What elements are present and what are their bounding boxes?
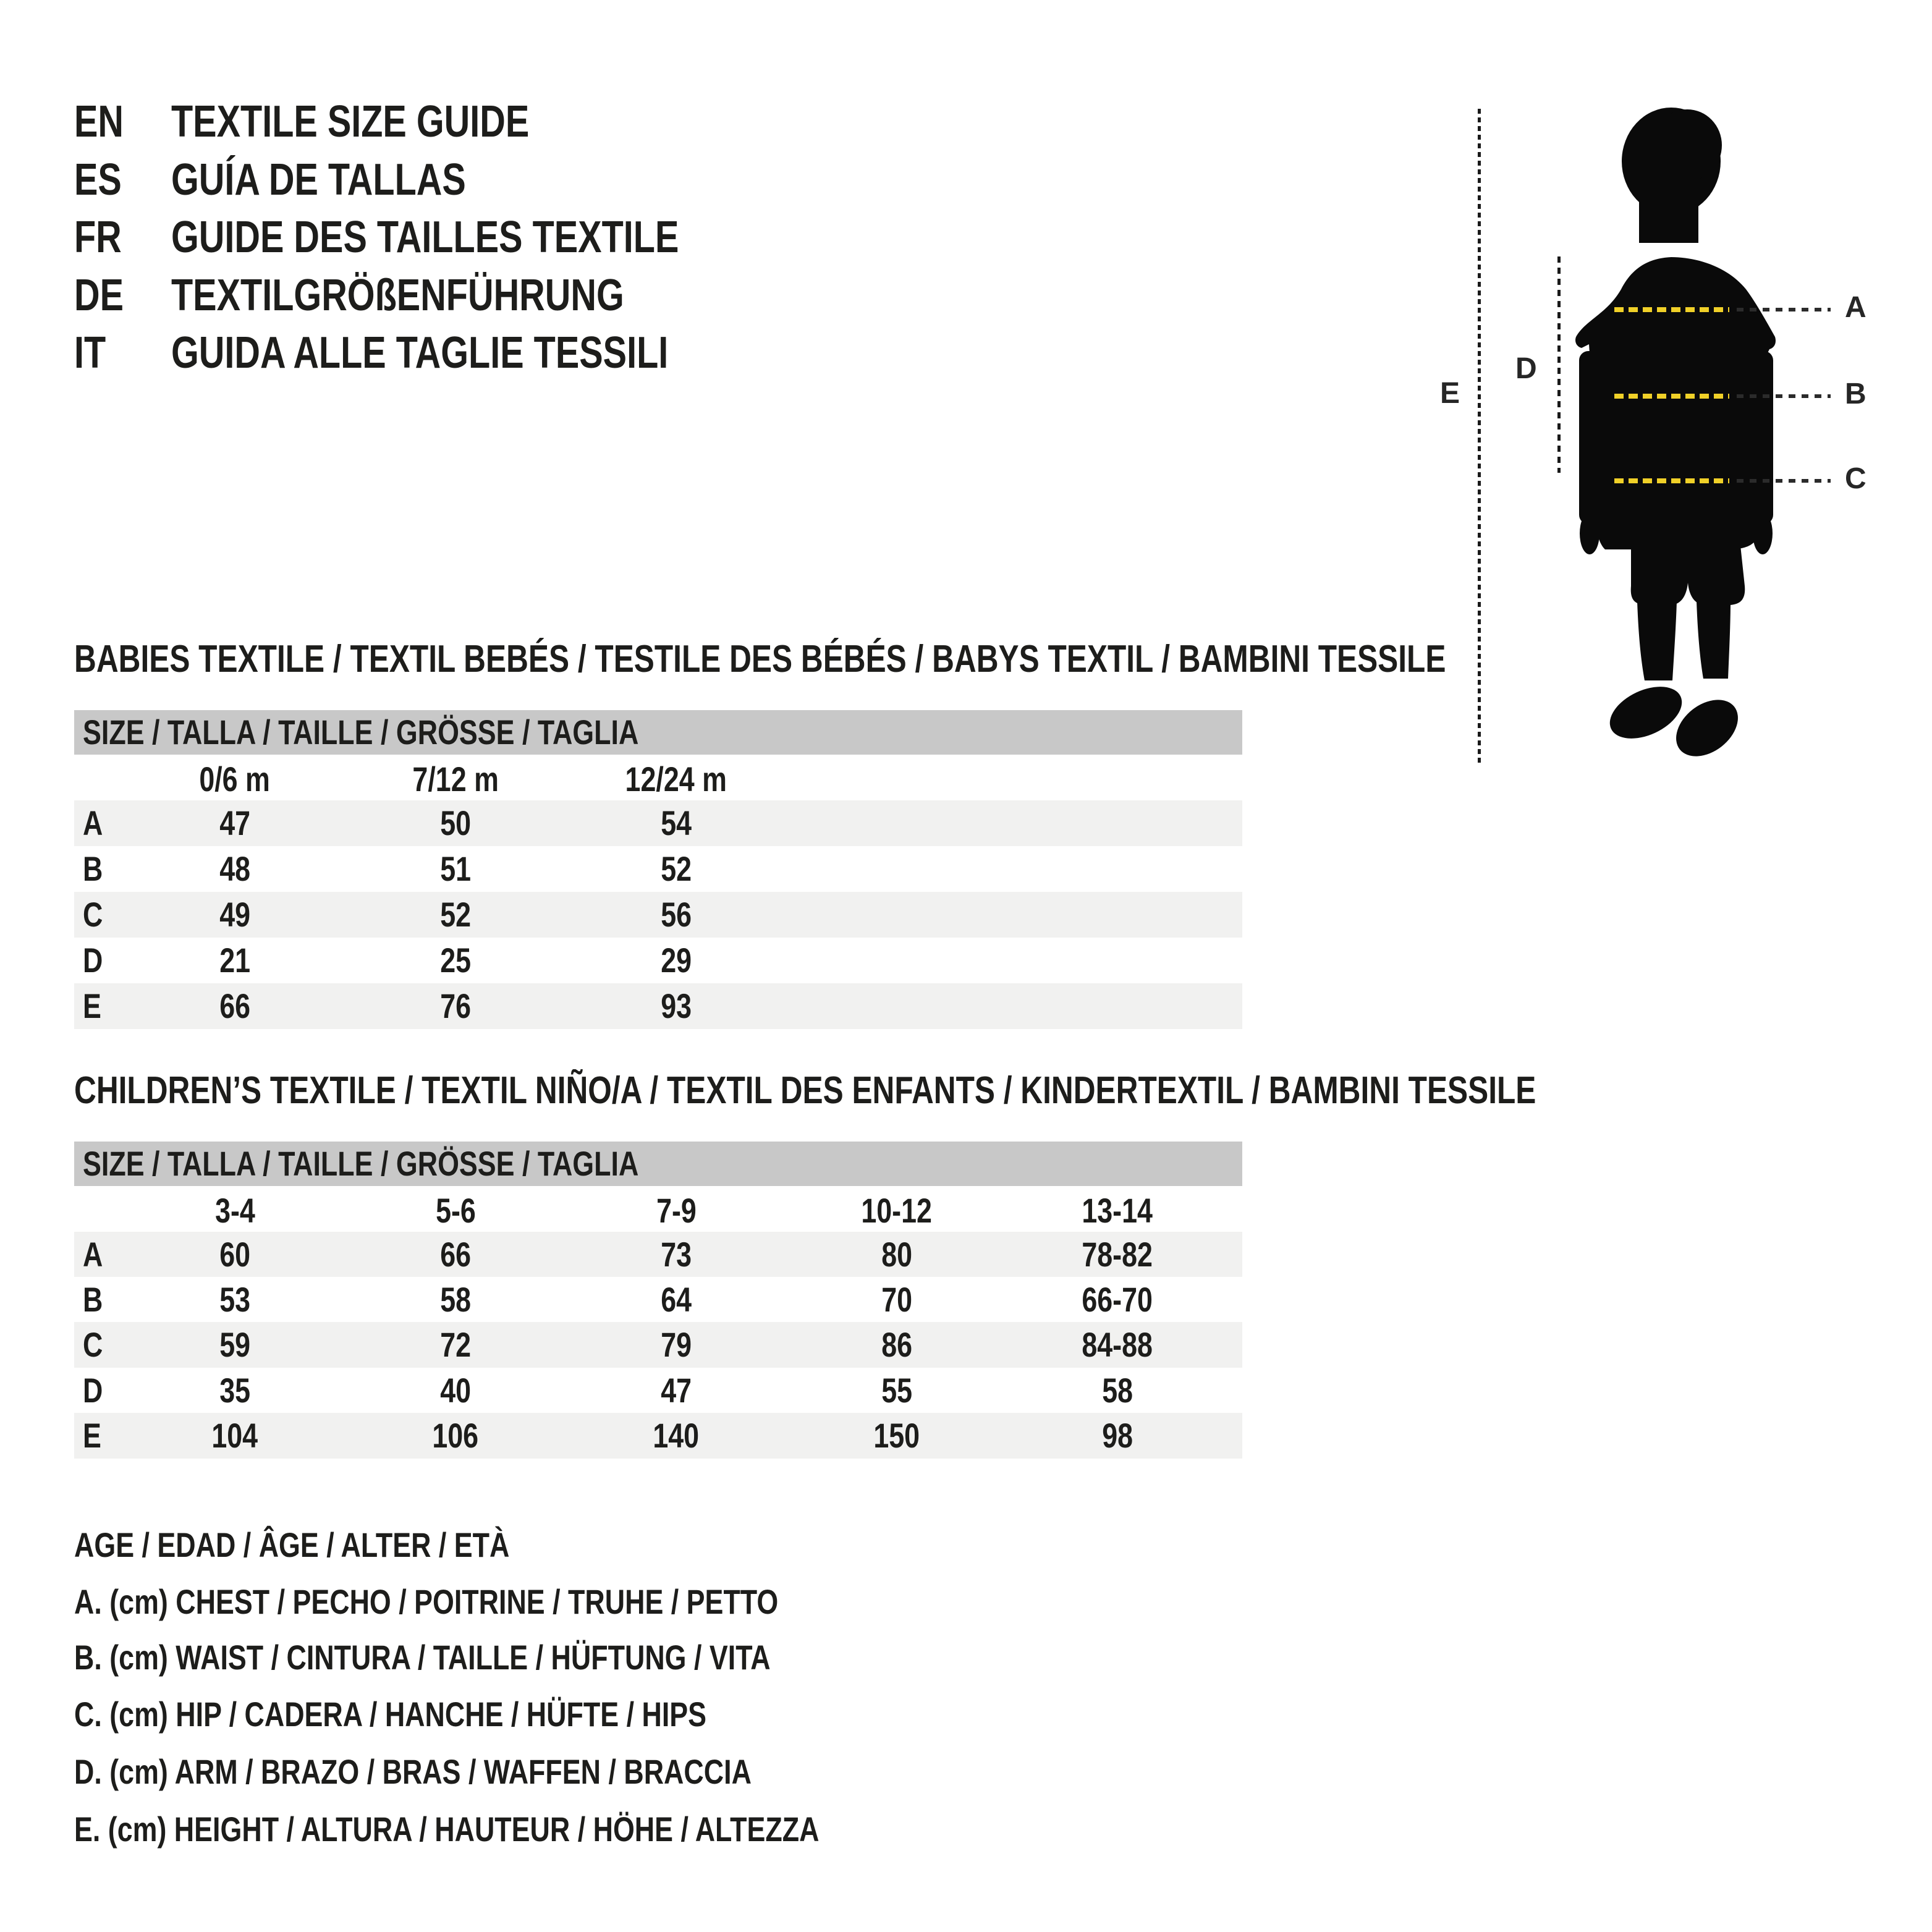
table-cell: 50	[440, 803, 471, 842]
guide-title-it: GUIDA ALLE TAGLIE TESSILI	[171, 328, 669, 378]
waist-measure-yellow-dash-B	[1614, 394, 1729, 399]
language-code: FR	[74, 213, 122, 262]
table-cell: 58	[1102, 1370, 1133, 1410]
babies-col-header: 12/24 m	[625, 760, 727, 799]
babies-section-title: BABIES TEXTILE / TEXTIL BEBÉS / TESTILE DES BÉBÉS / BABYS TEXTIL / BAMBINI TESSILE	[74, 638, 1446, 680]
legend-chest-line: A. (cm) CHEST / PECHO / POITRINE / TRUHE / PETTO	[74, 1582, 779, 1621]
table-cell: 47	[661, 1370, 692, 1410]
table-cell: 35	[219, 1370, 250, 1410]
children-column-header-row	[74, 1193, 1242, 1229]
table-cell: 76	[440, 986, 471, 1025]
table-cell: 66-70	[1082, 1279, 1153, 1319]
language-code: IT	[74, 328, 106, 378]
table-cell: 55	[881, 1370, 912, 1410]
table-row-babies-A	[74, 800, 1242, 846]
table-row-babies-C	[74, 892, 1242, 938]
guide-title-es: GUÍA DE TALLAS	[171, 155, 466, 205]
children-size-header-bar: SIZE / TALLA / TAILLE / GRÖSSE / TAGLIA	[74, 1142, 1242, 1186]
row-label: A	[83, 803, 103, 842]
table-cell: 66	[219, 986, 250, 1025]
table-cell: 52	[440, 895, 471, 934]
table-cell: 48	[219, 849, 250, 888]
row-label: C	[83, 895, 103, 934]
children-col-header: 13-14	[1082, 1191, 1153, 1230]
table-cell: 40	[440, 1370, 471, 1410]
table-cell: 58	[440, 1279, 471, 1319]
guide-title-fr: GUIDE DES TAILLES TEXTILE	[171, 213, 679, 262]
table-row-children-C	[74, 1322, 1242, 1368]
table-cell: 60	[219, 1234, 250, 1274]
arm-measure-dotted-line-D	[1557, 256, 1561, 473]
table-cell: 73	[661, 1234, 692, 1274]
row-label: E	[83, 986, 101, 1025]
language-code: ES	[74, 155, 122, 205]
row-label: C	[83, 1325, 103, 1364]
table-cell: 140	[653, 1416, 700, 1455]
row-label: E	[83, 1416, 101, 1455]
table-cell: 84-88	[1082, 1325, 1153, 1364]
table-cell: 80	[881, 1234, 912, 1274]
marker-label-A-chest: A	[1845, 291, 1866, 324]
table-cell: 49	[219, 895, 250, 934]
table-cell: 70	[881, 1279, 912, 1319]
table-row-children-B	[74, 1277, 1242, 1322]
table-cell: 29	[661, 941, 692, 980]
children-col-header: 5-6	[435, 1191, 476, 1230]
table-cell: 51	[440, 849, 471, 888]
guide-title-de: TEXTILGRÖßENFÜHRUNG	[171, 271, 624, 320]
row-label: D	[83, 1370, 103, 1410]
legend-age-line: AGE / EDAD / ÂGE / ALTER / ETÀ	[74, 1525, 510, 1564]
row-label: B	[83, 849, 103, 888]
table-cell: 59	[219, 1325, 250, 1364]
table-cell: 93	[661, 986, 692, 1025]
marker-label-E-height: E	[1440, 377, 1460, 410]
babies-col-header: 0/6 m	[199, 760, 271, 799]
table-row-children-A	[74, 1232, 1242, 1277]
children-col-header: 3-4	[214, 1191, 255, 1230]
table-cell: 98	[1102, 1416, 1133, 1455]
table-cell: 53	[219, 1279, 250, 1319]
language-code: EN	[74, 97, 124, 146]
marker-label-D-arm: D	[1515, 352, 1537, 385]
hip-measure-yellow-dash-C	[1614, 478, 1729, 483]
table-row-babies-D	[74, 938, 1242, 983]
table-cell: 104	[211, 1416, 258, 1455]
babies-size-header-bar: SIZE / TALLA / TAILLE / GRÖSSE / TAGLIA	[74, 710, 1242, 755]
row-label: A	[83, 1234, 103, 1274]
hip-measure-leader-dash-C	[1737, 479, 1831, 483]
children-col-header: 7-9	[656, 1191, 697, 1230]
table-cell: 54	[661, 803, 692, 842]
table-cell: 72	[440, 1325, 471, 1364]
marker-label-C-hip: C	[1845, 462, 1866, 495]
legend-arm-line: D. (cm) ARM / BRAZO / BRAS / WAFFEN / BRACCIA	[74, 1752, 752, 1791]
children-col-header: 10-12	[861, 1191, 933, 1230]
table-cell: 56	[661, 895, 692, 934]
row-label: D	[83, 941, 103, 980]
table-cell: 64	[661, 1279, 692, 1319]
chest-measure-yellow-dash-A	[1614, 307, 1729, 312]
table-cell: 52	[661, 849, 692, 888]
chest-measure-leader-dash-A	[1737, 308, 1831, 311]
table-cell: 21	[219, 941, 250, 980]
babies-col-header: 7/12 m	[412, 760, 499, 799]
table-cell: 47	[219, 803, 250, 842]
table-cell: 86	[881, 1325, 912, 1364]
table-cell: 150	[873, 1416, 920, 1455]
language-code: DE	[74, 271, 124, 320]
babies-column-header-row	[74, 761, 1242, 797]
table-cell: 79	[661, 1325, 692, 1364]
table-row-children-E	[74, 1413, 1242, 1459]
guide-title-en: TEXTILE SIZE GUIDE	[171, 97, 530, 146]
table-row-children-D	[74, 1368, 1242, 1413]
waist-measure-leader-dash-B	[1737, 394, 1831, 398]
row-label: B	[83, 1279, 103, 1319]
table-row-babies-B	[74, 846, 1242, 892]
legend-waist-line: B. (cm) WAIST / CINTURA / TAILLE / HÜFTUNG / VITA	[74, 1638, 771, 1677]
table-cell: 78-82	[1082, 1234, 1153, 1274]
children-section-title: CHILDREN’S TEXTILE / TEXTIL NIÑO/A / TEXTIL DES ENFANTS / KINDERTEXTIL / BAMBINI TESSILE	[74, 1069, 1536, 1112]
table-row-babies-E	[74, 983, 1242, 1029]
table-cell: 66	[440, 1234, 471, 1274]
legend-hip-line: C. (cm) HIP / CADERA / HANCHE / HÜFTE / HIPS	[74, 1695, 707, 1734]
marker-label-B-waist: B	[1845, 378, 1866, 410]
legend-height-line: E. (cm) HEIGHT / ALTURA / HAUTEUR / HÖHE / ALTEZZA	[74, 1810, 820, 1849]
table-cell: 25	[440, 941, 471, 980]
table-cell: 106	[432, 1416, 479, 1455]
